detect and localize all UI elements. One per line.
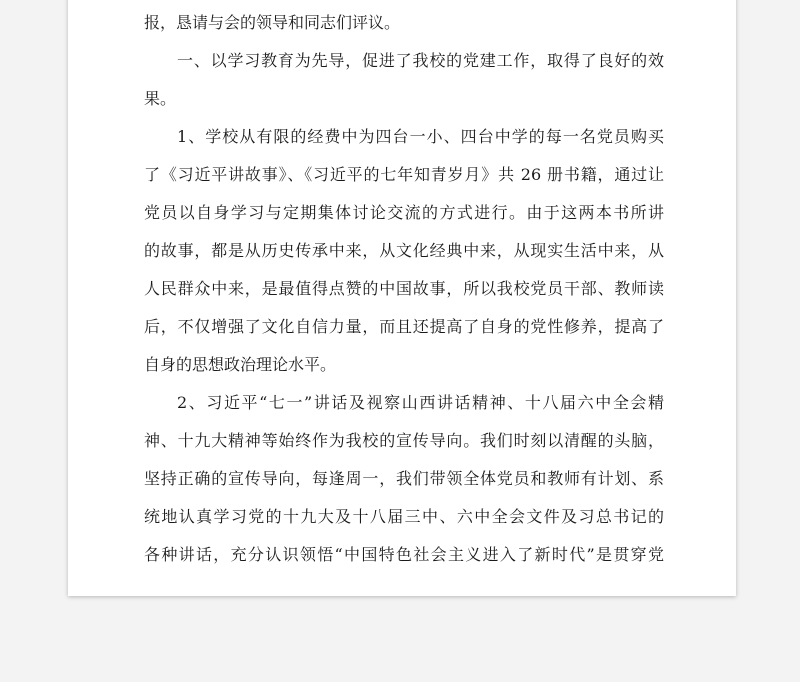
paragraph-line: 1、学校从有限的经费中为四台一小、四台中学的每一名党员购买 bbox=[177, 127, 664, 146]
document-page bbox=[68, 0, 736, 596]
paragraph-line: 人民群众中来，是最值得点赞的中国故事，所以我校党员干部、教师读 bbox=[144, 279, 664, 298]
section-heading-line: 果。 bbox=[144, 89, 177, 108]
paragraph-line: 党员以自身学习与定期集体讨论交流的方式进行。由于这两本书所讲 bbox=[144, 203, 664, 222]
paragraph-line: 各种讲话，充分认识领悟“中国特色社会主义进入了新时代”是贯穿党 bbox=[144, 545, 664, 564]
paragraph-line: 2、习近平“七一”讲话及视察山西讲话精神、十八届六中全会精 bbox=[177, 393, 664, 412]
paragraph-line: 的故事，都是从历史传承中来，从文化经典中来，从现实生活中来，从 bbox=[144, 241, 664, 260]
paragraph-line: 自身的思想政治理论水平。 bbox=[144, 355, 337, 374]
paragraph-line: 坚持正确的宣传导向，每逢周一，我们带领全体党员和教师有计划、系 bbox=[144, 469, 664, 488]
paragraph-line: 神、十九大精神等始终作为我校的宣传导向。我们时刻以清醒的头脑， bbox=[144, 431, 664, 450]
paragraph-line: 后，不仅增强了文化自信力量，而且还提高了自身的党性修养，提高了 bbox=[144, 317, 664, 336]
paragraph-line: 统地认真学习党的十九大及十八届三中、六中全会文件及习总书记的 bbox=[144, 507, 664, 526]
section-heading-line: 一、以学习教育为先导，促进了我校的党建工作，取得了良好的效 bbox=[177, 51, 664, 70]
paragraph-line: 了《习近平讲故事》、《习近平的七年知青岁月》共 26 册书籍，通过让 bbox=[144, 165, 664, 184]
paragraph-line: 报，恳请与会的领导和同志们评议。 bbox=[144, 13, 401, 32]
